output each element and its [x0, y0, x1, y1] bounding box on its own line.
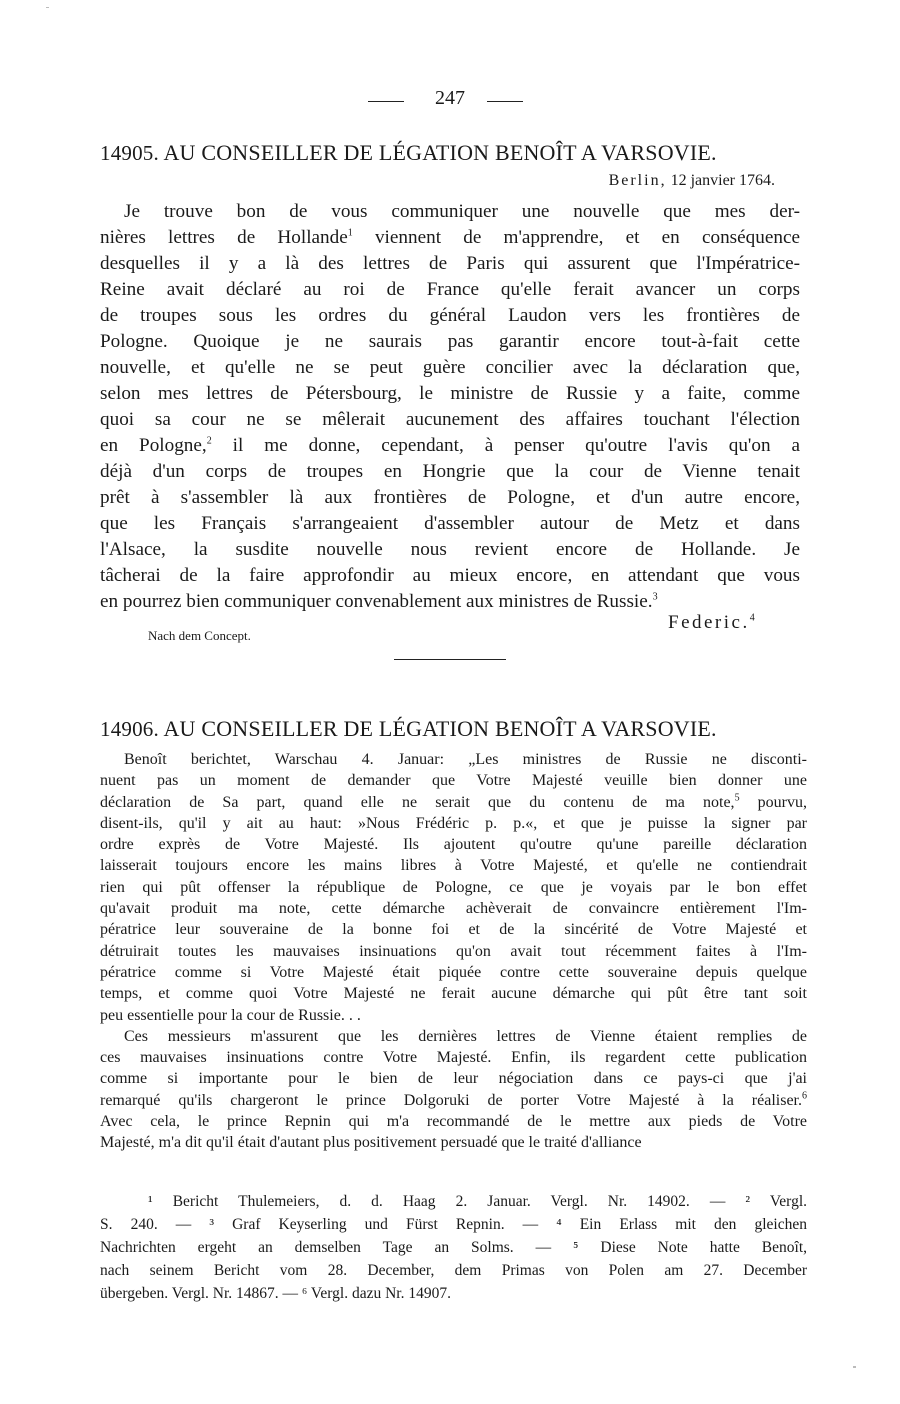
page-number: 247 [435, 87, 465, 109]
letter2-body-text: disent-ils, qu'il y ait au haut: »Nous Frédéric p. p.«, et que je puisse la signer par [100, 814, 807, 832]
letter2-body [100, 749, 807, 1154]
letter1-body-text: prêt à s'assembler là aux frontières de Pologne, et d'un autre encore, [100, 487, 800, 508]
letter1-body-line [100, 225, 800, 251]
letter1-body-line [100, 303, 800, 329]
footnote-marker: 1 [347, 227, 353, 239]
letter2-body-text: pératrice comme si Votre Majesté était piquée contre cette souveraine depuis quelque [100, 963, 807, 981]
letter1-body-text: selon mes lettres de Pétersbourg, le ministre de Russie y a faite, comme [100, 383, 800, 404]
footnote-marker: 2 [206, 435, 212, 447]
letter1-body-line [100, 381, 800, 407]
footnote-text: nach seinem Bericht vom 28. December, dem Primas von Polen am 27. December [100, 1262, 807, 1279]
letter1-date-place: Berlin, [608, 172, 667, 189]
scan-speck [46, 7, 49, 8]
letter2-body-text: qu'avait produit ma note, cette démarche achèverait de convaincre entièrement l'Im- [100, 900, 807, 918]
letter1-body-text: quoi sa cour ne se mêlerait aucunement des affaires touchant l'élection [100, 409, 800, 430]
letter2-body-text: temps, et comme quoi Votre Majesté ne ferait aucune démarche qui pût être tant soit [100, 985, 807, 1003]
letter1-body-line [100, 355, 800, 381]
letter2-body-text: ces mauvaises insinuations contre Votre Majesté. Enfin, ils regardent cette publication [100, 1049, 807, 1067]
letter1-body-line [100, 277, 800, 303]
footnote-line [100, 1236, 807, 1259]
letter1-body-text: que les Français s'arrangeaient d'assembler autour de Metz et dans [100, 513, 800, 534]
letter1-body-line [100, 537, 800, 563]
letter1-source-note: Nach dem Concept. [148, 628, 251, 643]
letter2-title: AU CONSEILLER DE LÉGATION BENOÎT A VARSOVIE. [163, 716, 717, 741]
letter1-body-text: nières lettres de Hollande [100, 227, 348, 248]
letter1-body-line [100, 459, 800, 485]
section-divider [394, 659, 506, 660]
letter2-body-text: rien qui pût offenser la république de Pologne, ce que je voyais par le bon effet [100, 878, 807, 896]
footnote-marker: 5 [734, 792, 740, 804]
letter2-body-text: Avec cela, le prince Repnin qui m'a recommandé de le mettre aux pieds de Votre [100, 1113, 807, 1131]
letter2-number: 14906. [100, 717, 159, 741]
letter1-body-text: Pologne. Quoique je ne saurais pas garantir encore tout-à-fait cette [100, 331, 800, 352]
letter1-body-line [100, 563, 800, 589]
letter2-body-line [100, 941, 807, 962]
letter2-body-text: peu essentielle pour la cour de Russie. . . [100, 1006, 361, 1024]
letter1-body-line [100, 407, 800, 433]
letter2-body-line [100, 983, 807, 1004]
signature-footnote-marker: 4 [749, 612, 758, 624]
letter1-signature [668, 612, 757, 634]
letter1-body-line [100, 511, 800, 537]
letter2-body-text: ordre exprès de Votre Majesté. Ils ajoutent qu'outre qu'une pareille déclaration [100, 836, 807, 854]
letter1-body-text: en pourrez bien communiquer convenablement aux ministres de Russie. [100, 591, 653, 612]
letter2-body-line [100, 1090, 807, 1111]
scan-speck [853, 1366, 856, 1368]
letter1-title: AU CONSEILLER DE LÉGATION BENOÎT A VARSOVIE. [163, 140, 717, 165]
letter2-body-line [100, 962, 807, 983]
letter1-number: 14905. [100, 141, 159, 165]
letter2-body-line [100, 792, 807, 813]
letter1-body-line [100, 433, 800, 459]
letter1-body-text: de troupes sous les ordres du général Laudon vers les frontières de [100, 305, 800, 326]
letter2-body-line [100, 1005, 807, 1026]
letter1-body-line [100, 251, 800, 277]
signature-text: Federic. [668, 612, 750, 633]
letter2-body-text: remarqué qu'ils chargeront le prince Dolgoruki de porter Votre Majesté à la réaliser. [100, 1091, 802, 1109]
letter1-body-line [100, 329, 800, 355]
letter1-body-text: en Pologne, [100, 435, 207, 456]
footnote-marker: 3 [652, 591, 658, 603]
letter1-body-text: tâcherai de la faire approfondir au mieux encore, en attendant que vous [100, 565, 800, 586]
footnotes [100, 1190, 807, 1305]
letter2-body-text: pératrice leur souveraine de la bonne foi et de la sincérité de Votre Majesté et [100, 921, 807, 939]
letter2-body-line [100, 1132, 807, 1153]
letter2-body-text: détruirait toutes les mauvaises insinuations qu'on avait tout récemment faites à l'Im- [100, 942, 807, 960]
footnote-line [100, 1259, 807, 1282]
letter2-body-line [100, 1026, 807, 1047]
letter1-body-text-cont: il me donne, cependant, à penser qu'outre l'avis qu'on a [211, 435, 800, 456]
letter1-dateline [609, 172, 775, 190]
letter2-body-line [100, 919, 807, 940]
footnote-line [100, 1213, 807, 1236]
letter1-body [100, 199, 800, 615]
footnote-text: S. 240. — ³ Graf Keyserling und Fürst Repnin. — ⁴ Ein Erlass mit den gleichen [100, 1216, 807, 1233]
letter2-body-text: Ces messieurs m'assurent que les dernières lettres de Vienne étaient remplies de [124, 1027, 807, 1045]
letter2-body-text-cont: pourvu, [739, 793, 808, 811]
letter1-body-text: desquelles il y a là des lettres de Paris qui assurent que l'Impératrice- [100, 253, 800, 274]
letter2-body-text: laisserait toujours encore les mains libres à Votre Majesté, et qu'elle ne contiendrait [100, 857, 807, 875]
letter1-body-text: nouvelle, et qu'elle ne se peut guère concilier avec la déclaration que, [100, 357, 800, 378]
letter1-body-text: Je trouve bon de vous communiquer une nouvelle que mes der- [124, 201, 800, 222]
letter1-body-text: Reine avait déclaré au roi de France qu'elle ferait avancer un corps [100, 279, 800, 300]
letter2-body-line [100, 1111, 807, 1132]
letter2-heading [100, 716, 805, 742]
letter2-body-text: déclaration de Sa part, quand elle ne serait que du contenu de ma note, [100, 793, 735, 811]
letter1-body-text: déjà d'un corps de troupes en Hongrie que la cour de Vienne tenait [100, 461, 800, 482]
letter2-body-text: Majesté, m'a dit qu'il était d'autant plus positivement persuadé que le traité d'alliance [100, 1134, 642, 1152]
letter1-body-text-cont: viennent de m'apprendre, et en conséquence [352, 227, 800, 248]
letter1-heading [100, 140, 805, 166]
letter2-body-text: nuent pas un moment de demander que Votre Majesté veuille bien donner une [100, 772, 807, 790]
letter2-body-text: comme si importante pour le bien de leur négociation dans ce pays-ci que j'ai [100, 1070, 807, 1088]
page-number-rule-right [487, 101, 523, 102]
footnote-marker: 6 [802, 1090, 807, 1102]
letter1-body-line [100, 485, 800, 511]
letter2-body-line [100, 855, 807, 876]
letter2-body-line [100, 813, 807, 834]
letter2-body-line [100, 770, 807, 791]
letter2-body-line [100, 1068, 807, 1089]
footnote-text: ¹ Bericht Thulemeiers, d. d. Haag 2. Januar. Vergl. Nr. 14902. — ² Vergl. [148, 1193, 807, 1210]
letter2-body-line [100, 749, 807, 770]
footnote-line [100, 1282, 807, 1305]
letter2-body-line [100, 834, 807, 855]
letter2-body-text: Benoît berichtet, Warschau 4. Januar: „Les ministres de Russie ne disconti- [124, 751, 807, 768]
letter1-body-text: l'Alsace, la susdite nouvelle nous revient encore de Hollande. Je [100, 539, 800, 560]
letter2-body-line [100, 898, 807, 919]
letter1-body-line [100, 199, 800, 225]
letter2-body-line [100, 1047, 807, 1068]
footnote-text: übergeben. Vergl. Nr. 14867. — ⁶ Vergl. dazu Nr. 14907. [100, 1285, 451, 1302]
page-number-rule-left [368, 101, 404, 102]
letter2-body-line [100, 877, 807, 898]
footnote-line [100, 1190, 807, 1213]
letter1-date: 12 janvier 1764. [670, 172, 775, 189]
footnote-text: Nachrichten ergeht an demselben Tage an Solms. — ⁵ Diese Note hatte Benoît, [100, 1239, 807, 1256]
